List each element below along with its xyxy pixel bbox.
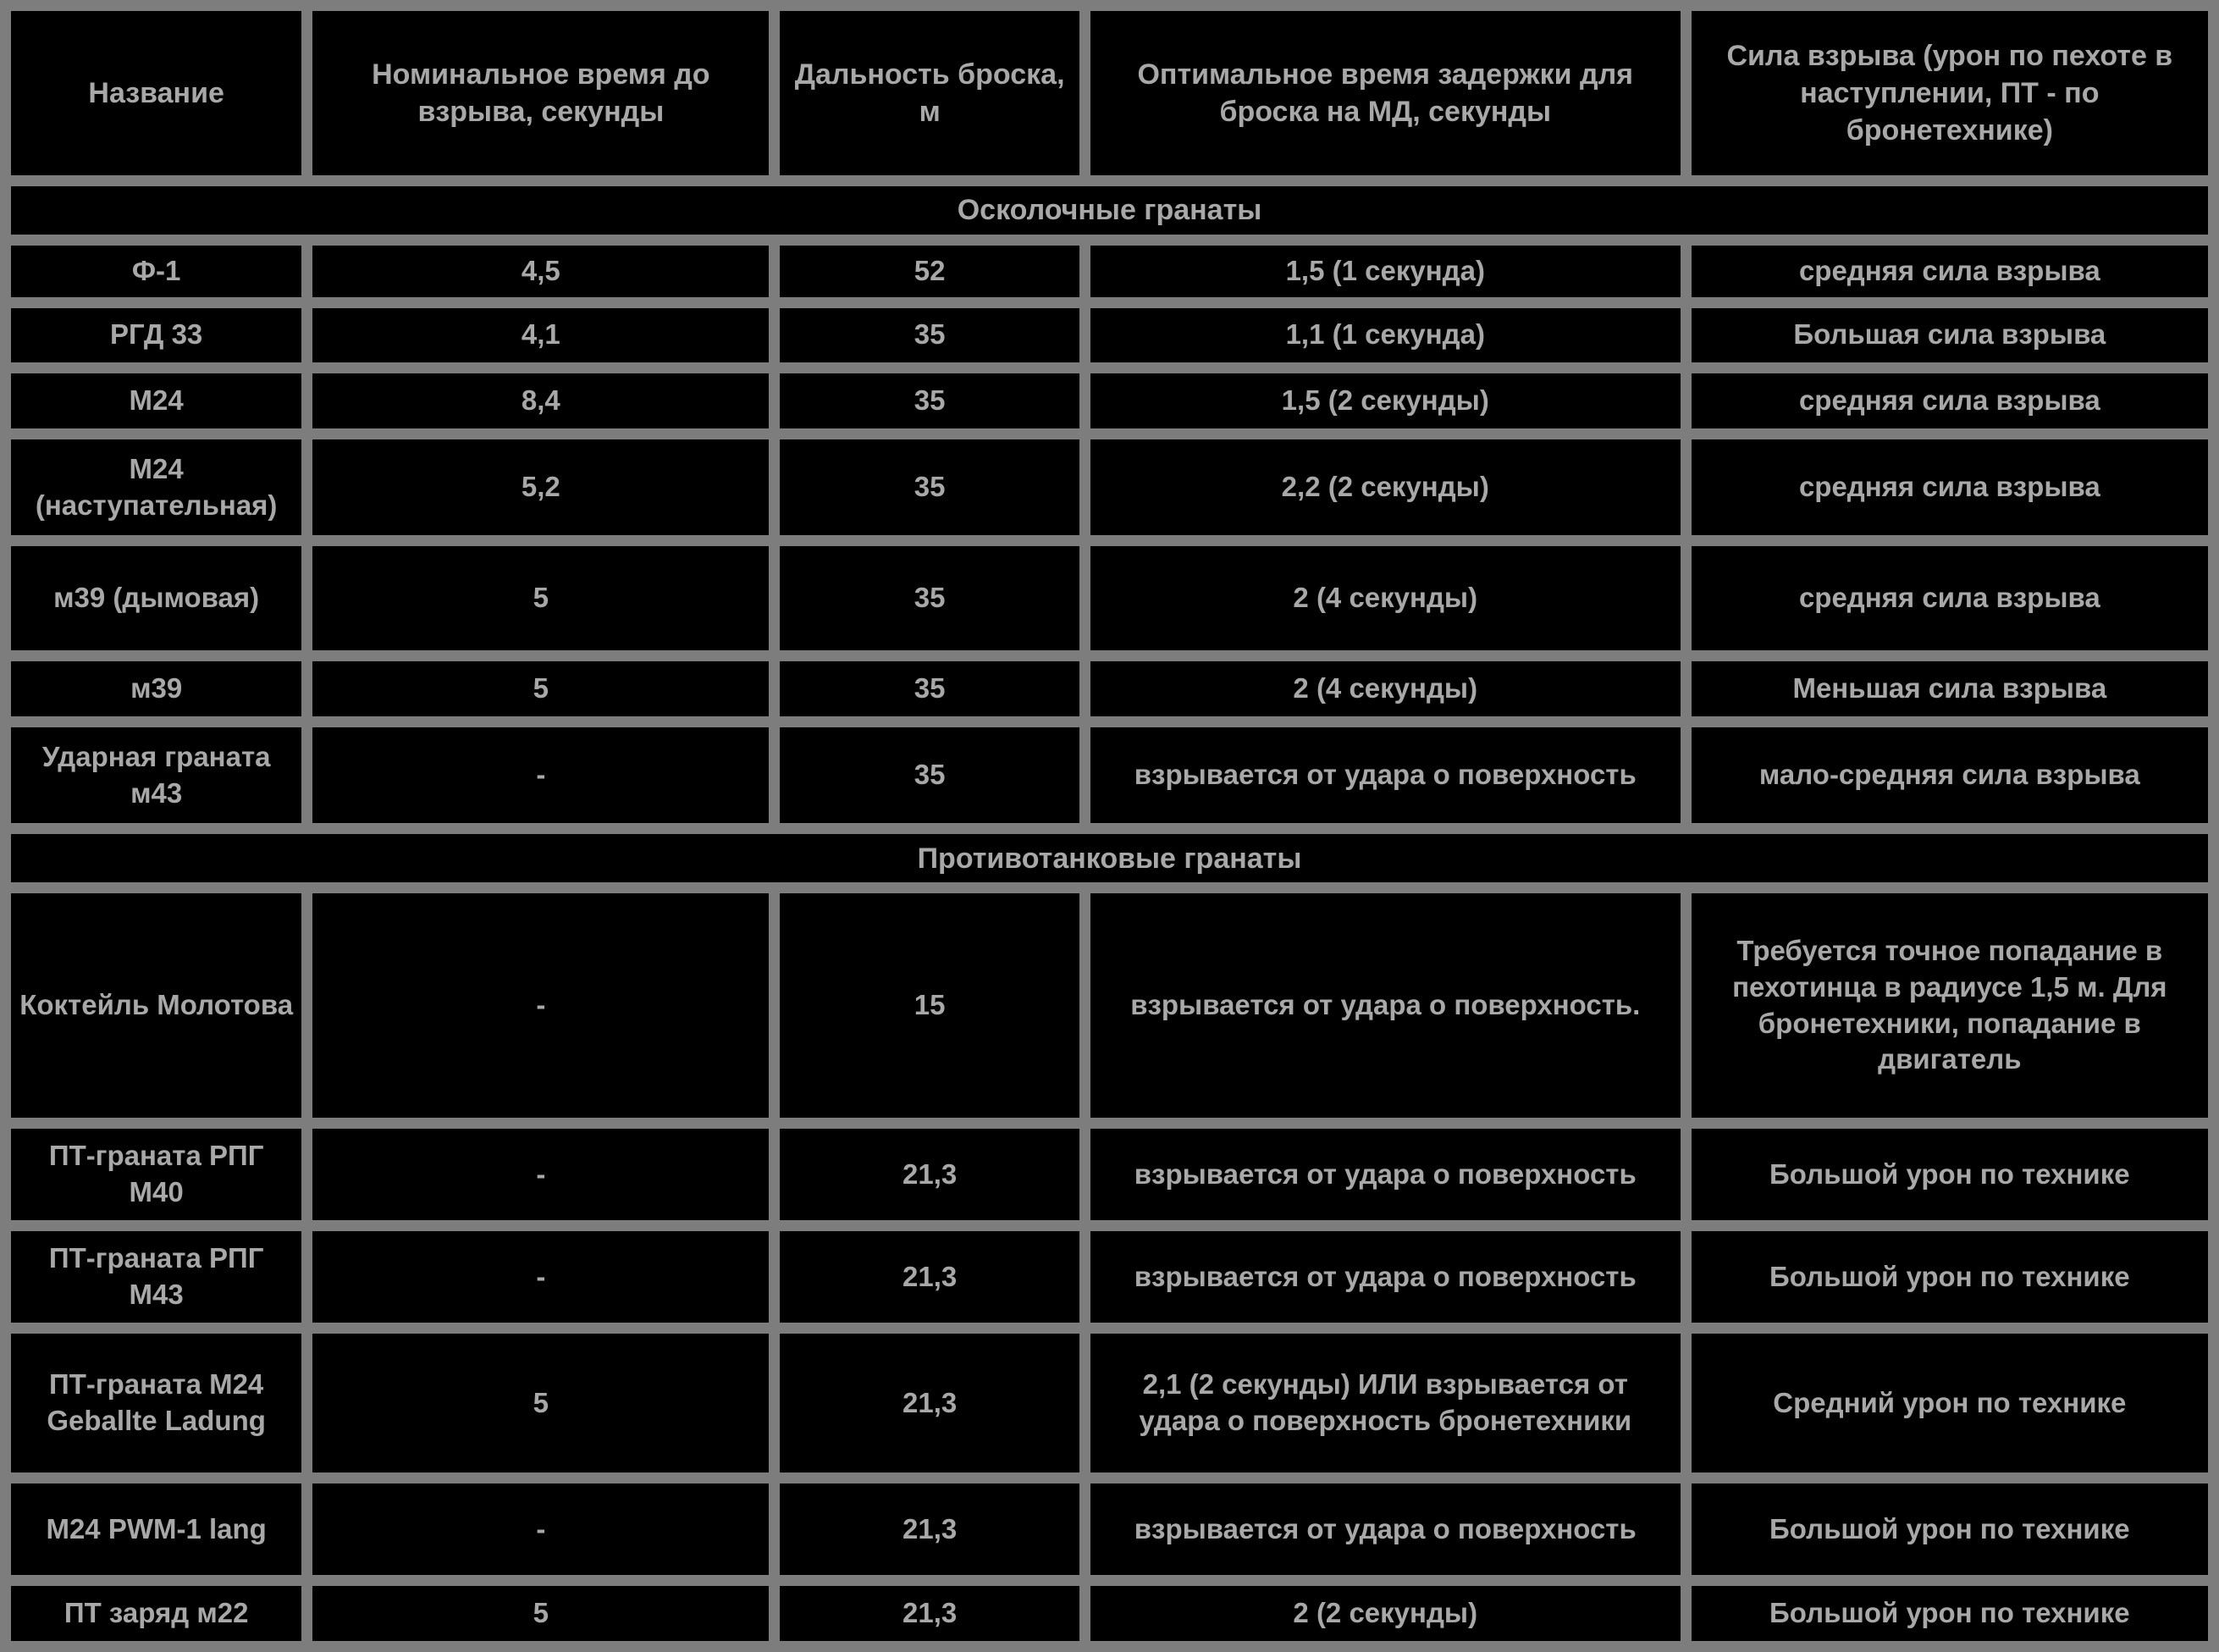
cell-fuse-time: 4,1 bbox=[312, 308, 769, 363]
cell-blast-power: Большой урон по технике bbox=[1692, 1231, 2208, 1323]
column-header-cook-delay: Оптимальное время задержки для броска на МД, секунды bbox=[1090, 11, 1681, 175]
table-row bbox=[11, 439, 2208, 535]
cell-blast-power: средняя сила взрыва bbox=[1692, 546, 2208, 650]
cell-blast-power: Большой урон по технике bbox=[1692, 1129, 2208, 1220]
column-header-fuse-time: Номинальное время до взрыва, секунды bbox=[312, 11, 769, 175]
cell-cook-delay: взрывается от удара о поверхность bbox=[1090, 727, 1681, 823]
table-row bbox=[11, 546, 2208, 650]
section-title: Осколочные гранаты bbox=[11, 186, 2208, 235]
cell-throw-range: 21,3 bbox=[780, 1586, 1079, 1641]
cell-blast-power: Большая сила взрыва bbox=[1692, 308, 2208, 363]
cell-cook-delay: 2 (4 секунды) bbox=[1090, 661, 1681, 716]
cell-throw-range: 35 bbox=[780, 546, 1079, 650]
table-row bbox=[11, 1334, 2208, 1472]
cell-name: м39 bbox=[11, 661, 301, 716]
table-row bbox=[11, 308, 2208, 363]
cell-blast-power: средняя сила взрыва bbox=[1692, 373, 2208, 428]
cell-blast-power: средняя сила взрыва bbox=[1692, 246, 2208, 297]
table-row bbox=[11, 373, 2208, 428]
cell-cook-delay: 1,5 (2 секунды) bbox=[1090, 373, 1681, 428]
section-header-frag bbox=[11, 186, 2208, 235]
cell-cook-delay: взрывается от удара о поверхность bbox=[1090, 1483, 1681, 1575]
cell-throw-range: 35 bbox=[780, 373, 1079, 428]
cell-throw-range: 35 bbox=[780, 661, 1079, 716]
column-header-blast-power: Сила взрыва (урон по пехоте в наступлении, ПТ - по бронетехнике) bbox=[1692, 11, 2208, 175]
cell-blast-power: Меньшая сила взрыва bbox=[1692, 661, 2208, 716]
cell-throw-range: 35 bbox=[780, 727, 1079, 823]
cell-throw-range: 35 bbox=[780, 308, 1079, 363]
cell-blast-power: Большой урон по технике bbox=[1692, 1483, 2208, 1575]
cell-throw-range: 21,3 bbox=[780, 1483, 1079, 1575]
cell-name: М24 bbox=[11, 373, 301, 428]
cell-fuse-time: 5,2 bbox=[312, 439, 769, 535]
cell-throw-range: 35 bbox=[780, 439, 1079, 535]
cell-throw-range: 21,3 bbox=[780, 1231, 1079, 1323]
cell-cook-delay: взрывается от удара о поверхность bbox=[1090, 1231, 1681, 1323]
section-title: Противотанковые гранаты bbox=[11, 834, 2208, 882]
cell-name: ПТ заряд м22 bbox=[11, 1586, 301, 1641]
cell-name: М24 PWM-1 lang bbox=[11, 1483, 301, 1575]
table-row bbox=[11, 1129, 2208, 1220]
table-row bbox=[11, 246, 2208, 297]
column-header-name: Название bbox=[11, 11, 301, 175]
cell-name: ПТ-граната РПГ М40 bbox=[11, 1129, 301, 1220]
table-header-row bbox=[11, 11, 2208, 175]
column-header-throw-range: Дальность броска, м bbox=[780, 11, 1079, 175]
cell-cook-delay: 2,1 (2 секунды) ИЛИ взрывается от удара о поверхность бронетехники bbox=[1090, 1334, 1681, 1472]
cell-fuse-time: 4,5 bbox=[312, 246, 769, 297]
cell-blast-power: Требуется точное попадание в пехотинца в радиусе 1,5 м. Для бронетехники, попадание в двигатель bbox=[1692, 893, 2208, 1118]
cell-cook-delay: 1,5 (1 секунда) bbox=[1090, 246, 1681, 297]
cell-blast-power: Средний урон по технике bbox=[1692, 1334, 2208, 1472]
section-header-antitank bbox=[11, 834, 2208, 882]
cell-fuse-time: - bbox=[312, 727, 769, 823]
cell-name: Ф-1 bbox=[11, 246, 301, 297]
cell-throw-range: 15 bbox=[780, 893, 1079, 1118]
cell-name: Коктейль Молотова bbox=[11, 893, 301, 1118]
cell-name: М24 (наступательная) bbox=[11, 439, 301, 535]
cell-throw-range: 52 bbox=[780, 246, 1079, 297]
cell-name: РГД 33 bbox=[11, 308, 301, 363]
cell-fuse-time: - bbox=[312, 1129, 769, 1220]
cell-cook-delay: взрывается от удара о поверхность bbox=[1090, 1129, 1681, 1220]
cell-blast-power: мало-средняя сила взрыва bbox=[1692, 727, 2208, 823]
cell-throw-range: 21,3 bbox=[780, 1334, 1079, 1472]
cell-name: Ударная граната м43 bbox=[11, 727, 301, 823]
cell-name: м39 (дымовая) bbox=[11, 546, 301, 650]
cell-blast-power: средняя сила взрыва bbox=[1692, 439, 2208, 535]
cell-fuse-time: - bbox=[312, 1231, 769, 1323]
cell-fuse-time: 5 bbox=[312, 1334, 769, 1472]
cell-cook-delay: взрывается от удара о поверхность. bbox=[1090, 893, 1681, 1118]
cell-cook-delay: 2 (4 секунды) bbox=[1090, 546, 1681, 650]
cell-name: ПТ-граната РПГ М43 bbox=[11, 1231, 301, 1323]
cell-blast-power: Большой урон по технике bbox=[1692, 1586, 2208, 1641]
cell-fuse-time: - bbox=[312, 1483, 769, 1575]
cell-cook-delay: 2,2 (2 секунды) bbox=[1090, 439, 1681, 535]
table-row bbox=[11, 1586, 2208, 1641]
cell-fuse-time: 8,4 bbox=[312, 373, 769, 428]
cell-cook-delay: 1,1 (1 секунда) bbox=[1090, 308, 1681, 363]
cell-name: ПТ-граната М24 Geballte Ladung bbox=[11, 1334, 301, 1472]
table-row bbox=[11, 727, 2208, 823]
cell-cook-delay: 2 (2 секунды) bbox=[1090, 1586, 1681, 1641]
cell-fuse-time: - bbox=[312, 893, 769, 1118]
cell-throw-range: 21,3 bbox=[780, 1129, 1079, 1220]
table-row bbox=[11, 1483, 2208, 1575]
cell-fuse-time: 5 bbox=[312, 1586, 769, 1641]
cell-fuse-time: 5 bbox=[312, 546, 769, 650]
table-row bbox=[11, 1231, 2208, 1323]
table-row bbox=[11, 661, 2208, 716]
table-row bbox=[11, 893, 2208, 1118]
cell-fuse-time: 5 bbox=[312, 661, 769, 716]
